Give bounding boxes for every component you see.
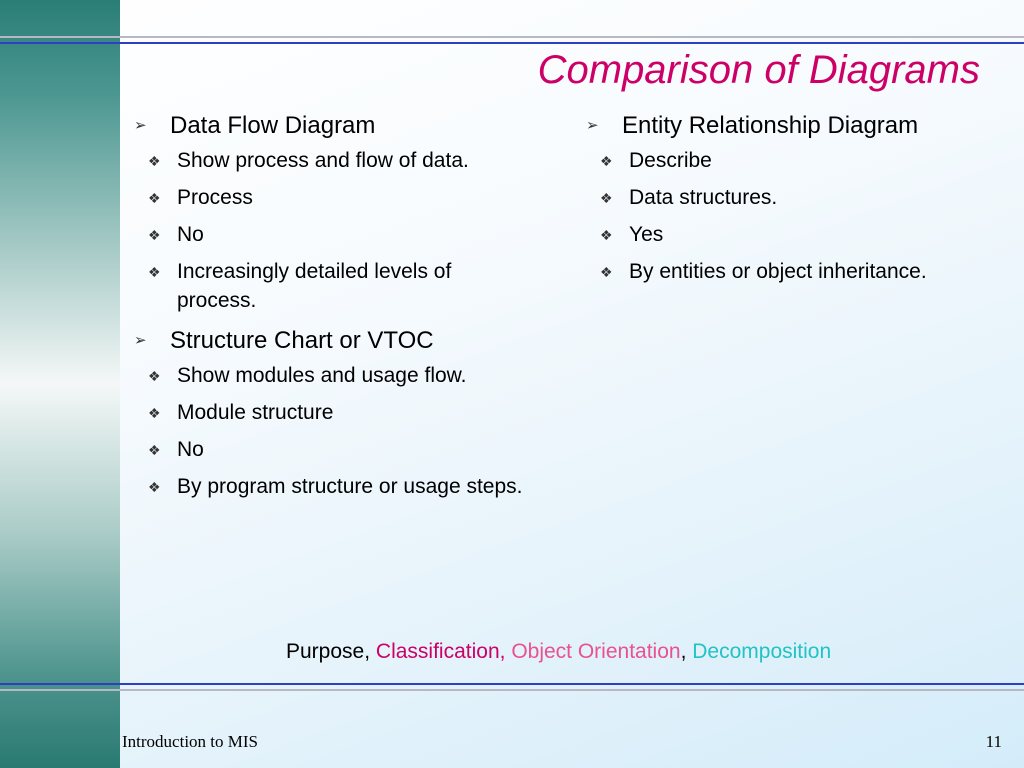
- left-column: [134, 108, 534, 509]
- diamond-bullet-icon: ❖: [600, 227, 613, 243]
- bullet-heading: Data Flow Diagram: [170, 112, 376, 139]
- color-legend-line: [286, 640, 831, 664]
- sub-bullet-text: No: [177, 438, 204, 461]
- sub-list: [134, 146, 534, 315]
- sub-bullet: [134, 183, 534, 212]
- sub-bullet-text: By program structure or usage steps.: [177, 475, 523, 498]
- arrowhead-bullet-icon: ➢: [134, 117, 147, 134]
- diamond-bullet-icon: ❖: [148, 368, 161, 384]
- sub-bullet-text: Module structure: [177, 401, 334, 424]
- legend-classification: Classification,: [375, 640, 506, 663]
- sub-bullet: [586, 183, 996, 212]
- bullet-entity-relationship-diagram: [586, 108, 996, 144]
- sub-bullet-text: Increasingly detailed levels of process.: [177, 260, 452, 312]
- sub-bullet-text: Yes: [629, 223, 664, 246]
- sub-bullet: [586, 146, 996, 175]
- diamond-bullet-icon: ❖: [148, 405, 161, 421]
- bullet-data-flow-diagram: [134, 108, 534, 144]
- diamond-bullet-icon: ❖: [148, 153, 161, 169]
- bottom-blue-rule: [0, 683, 1024, 685]
- sub-bullet: [134, 472, 534, 501]
- diamond-bullet-icon: ❖: [148, 442, 161, 458]
- sub-bullet: [134, 361, 534, 390]
- diamond-bullet-icon: ❖: [148, 227, 161, 243]
- sub-bullet-text: Show process and flow of data.: [177, 149, 469, 172]
- legend-decomposition: Decomposition: [692, 640, 832, 663]
- diamond-bullet-icon: ❖: [148, 264, 161, 280]
- sub-bullet: [586, 220, 996, 249]
- diamond-bullet-icon: ❖: [600, 190, 613, 206]
- sub-bullet: [586, 257, 996, 286]
- sub-list: [134, 361, 534, 501]
- sub-bullet: [134, 257, 534, 315]
- diamond-bullet-icon: ❖: [148, 479, 161, 495]
- bullet-structure-chart: [134, 323, 534, 359]
- legend-purpose: Purpose,: [286, 640, 371, 663]
- sub-bullet: [134, 220, 534, 249]
- bullet-heading: Structure Chart or VTOC: [170, 327, 434, 354]
- right-column: [586, 108, 996, 294]
- bottom-grey-rule: [0, 689, 1024, 691]
- top-grey-rule: [0, 36, 1024, 38]
- sub-list-container: [134, 361, 534, 501]
- side-gradient-band: [0, 0, 120, 768]
- legend-object-orientation: Object Orientation: [511, 640, 681, 663]
- sub-list-container: [134, 146, 534, 315]
- sub-bullet: [134, 398, 534, 427]
- footer-course-title: Introduction to MIS: [122, 732, 258, 751]
- sub-bullet-text: By entities or object inheritance.: [629, 260, 927, 283]
- bullet-heading: Entity Relationship Diagram: [622, 112, 919, 139]
- sub-bullet-text: Show modules and usage flow.: [177, 364, 467, 387]
- sub-bullet-text: Data structures.: [629, 186, 778, 209]
- sub-list-container: [586, 146, 996, 286]
- sub-bullet-text: Describe: [629, 149, 712, 172]
- diamond-bullet-icon: ❖: [600, 264, 613, 280]
- sub-bullet-text: Process: [177, 186, 253, 209]
- sub-bullet-text: No: [177, 223, 204, 246]
- sub-bullet: [134, 435, 534, 464]
- diamond-bullet-icon: ❖: [600, 153, 613, 169]
- legend-separator: ,: [680, 640, 687, 663]
- diamond-bullet-icon: ❖: [148, 190, 161, 206]
- top-blue-rule: [0, 42, 1024, 44]
- footer-page-number: 11: [985, 732, 1002, 751]
- arrowhead-bullet-icon: ➢: [586, 117, 599, 134]
- sub-bullet: [134, 146, 534, 175]
- slide-title: Comparison of Diagrams: [537, 48, 980, 92]
- arrowhead-bullet-icon: ➢: [134, 332, 147, 349]
- sub-list: [586, 146, 996, 286]
